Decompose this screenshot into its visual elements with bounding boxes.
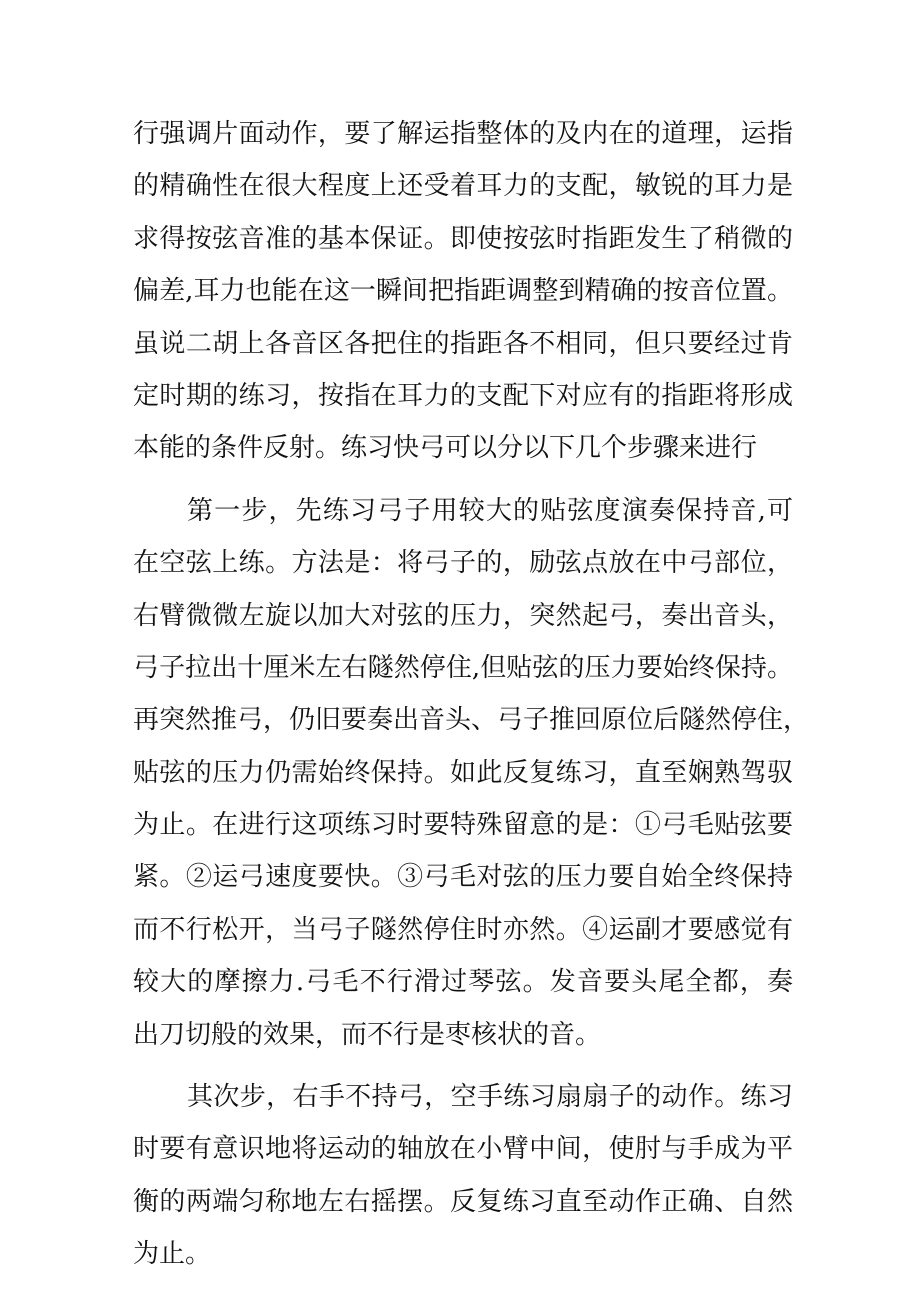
text-line: 的精确性在很大程度上还受着耳力的支配，敏锐的耳力是 <box>133 171 793 202</box>
text-line: 右臂微微左旋以加大对弦的压力，突然起弓，奏出音头， <box>133 600 793 631</box>
text-line: 衡的两端匀称地左右摇摆。反复练习直至动作正确、自然 <box>133 1186 793 1217</box>
text-line: 再突然推弓，仍旧要奏出音头、弓子推回原位后隧然停住， <box>133 705 810 736</box>
text-line: 为止。 <box>133 1239 212 1270</box>
text-line: 其次步，右手不持弓，空手练习扇扇子的动作。练习 <box>187 1082 793 1113</box>
text-line: 贴弦的压力仍需始终保持。如此反复练习，直至娴熟驾驭 <box>133 757 793 788</box>
text-line: 而不行松开，当弓子隧然停住时亦然。④运副才要感觉有 <box>133 914 793 945</box>
paragraph-2 <box>133 485 810 1061</box>
text-line: 行强调片面动作，要了解运指整体的及内在的道理，运指 <box>133 119 793 149</box>
text-line: 为止。在进行这项练习时要特殊留意的是：①弓毛贴弦要 <box>133 810 793 841</box>
paragraph-3 <box>133 1071 793 1281</box>
text-line: 偏差,耳力也能在这一瞬间把指距调整到精确的按音位置。 <box>133 276 793 307</box>
text-line: 在空弦上练。方法是：将弓子的，励弦点放在中弓部位， <box>133 548 793 579</box>
text-line: 较大的摩擦力.弓毛不行滑过琴弦。发音要头尾全都，奏 <box>133 967 793 998</box>
text-line: 紧。②运弓速度要快。③弓毛对弦的压力要自始全终保持 <box>133 862 793 893</box>
text-line: 出刀切般的效果，而不行是枣核状的音。 <box>133 1019 602 1050</box>
text-line: 定时期的练习，按指在耳力的支配下对应有的指距将形成 <box>133 380 793 411</box>
document-body <box>133 108 810 1291</box>
text-line: 弓子拉出十厘米左右隧然停住,但贴弦的压力要始终保持。 <box>133 652 793 683</box>
text-line: 第一步，先练习弓子用较大的贴弦度演奏保持音,可 <box>187 495 793 526</box>
text-line: 时要有意识地将运动的轴放在小臂中间，使肘与手成为平 <box>133 1134 793 1165</box>
text-line: 求得按弦音准的基本保证。即使按弦时指距发生了稍微的 <box>133 223 793 254</box>
text-line: 虽说二胡上各音区各把住的指距各不相同，但只要经过肯 <box>133 328 793 359</box>
text-line: 本能的条件反射。练习快弓可以分以下几个步骤来进行 <box>133 433 758 464</box>
paragraph-1 <box>133 108 793 475</box>
